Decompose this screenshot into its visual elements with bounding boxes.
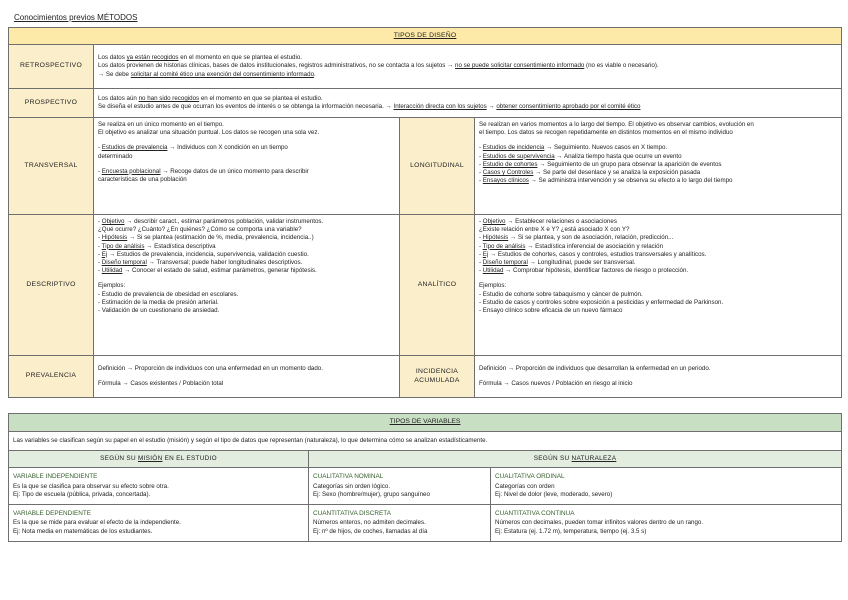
longitudinal-label: LONGITUDINAL <box>400 118 475 215</box>
design-types-table <box>8 27 842 398</box>
dependent-variable-cell: VARIABLE DEPENDIENTE Es la que se mide para evaluar el efecto de la independiente. Ej: Nota media en matemáticas de los estudiantes. <box>9 505 309 542</box>
descriptive-label: DESCRIPTIVO <box>9 215 94 356</box>
page-title: Conocimientos previos MÉTODOS <box>14 13 138 22</box>
prevalence-description: Definición → Proporción de individuos con una enfermedad en un momento dado. Fórmula → Casos existentes / Población total <box>94 356 400 398</box>
transversal-label: TRANSVERSAL <box>9 118 94 215</box>
cumulative-incidence-label: INCIDENCIA ACUMULADA <box>400 356 475 398</box>
nature-header: SEGÚN SU NATURALEZA <box>309 451 842 468</box>
retrospective-description: Los datos ya están recogidos en el momento en que se plantea el estudio. Los datos provienen de historias clínicas, bases de datos institucionales, registros administrativos, no se contacta a los sujetos → no se puede solicitar consentimiento informado (no es viable o necesario). → Se debe solicitar al comité ético una exención del consentimiento informado. <box>94 45 842 89</box>
retrospective-label: RETROSPECTIVO <box>9 45 94 89</box>
cumulative-incidence-description: Definición → Proporción de individuos que desarrollan la enfermedad en un periodo. Fórmula → Casos nuevos / Población en riesgo al inicio <box>475 356 842 398</box>
design-types-header: TIPOS DE DISEÑO <box>9 28 842 45</box>
ordinal-variable-cell: CUALITATIVA ORDINAL Categorías con orden Ej: Nivel de dolor (leve, moderado, severo) <box>491 468 842 505</box>
nominal-variable-cell: CUALITATIVA NOMINAL Categorías sin orden lógico. Ej: Sexo (hombre/mujer), grupo sanguíneo <box>309 468 491 505</box>
variable-types-table <box>8 413 842 542</box>
variable-types-intro: Las variables se clasifican según su papel en el estudio (misión) y según el tipo de datos que representan (naturaleza), lo que determina cómo se analizan estadísticamente. <box>9 432 842 451</box>
prospective-label: PROSPECTIVO <box>9 89 94 118</box>
longitudinal-description: Se realizan en varios momentos a lo largo del tiempo. El objetivo es observar cambios, evolución en el tiempo. Los datos se recogen repetidamente en distintos momentos en el mismo individuo - Estudios de incidencia → Seguimiento. Nuevos casos en X tiempo. - Estudios de supervivencia → Analiza tiempo hasta que ocurre un evento - Estudio de cohortes → Seguimiento de un grupo para observar la aparición de eventos - Casos y Controles → Se parte del desenlace y se analiza la exposición pasada - Ensayos clínicos → Se administra intervención y se observa su efecto a lo largo del tiempo <box>475 118 842 215</box>
analytic-description: - Objetivo → Establecer relaciones o asociaciones ¿Existe relación entre X e Y? ¿está asociado X con Y? - Hipótesis → Si se plantea, y son de asociación, relación, predicción... - Tipo de análisis → Estadística inferencial de asociación y relación - Ej → Estudios de cohortes, casos y controles, estudios transversales y analíticos. - Diseño temporal → Longitudinal, puede ser transversal. - Utilidad → Comprobar hipótesis, identificar factores de riesgo o protección. Ejemplos: - Estudio de cohorte sobre tabaquismo y cáncer de pulmón. - Estudio de casos y controles sobre exposición a pesticidas y enfermedad de Parkinson. - Ensayo clínico sobre eficacia de un nuevo fármaco <box>475 215 842 356</box>
mission-header: SEGÚN SU MISIÓN EN EL ESTUDIO <box>9 451 309 468</box>
analytic-label: ANALÍTICO <box>400 215 475 356</box>
discrete-variable-cell: CUANTITATIVA DISCRETA Números enteros, no admiten decimales. Ej: nº de hijos, de coches, llamadas al día <box>309 505 491 542</box>
variable-types-header: TIPOS DE VARIABLES <box>9 414 842 432</box>
continuous-variable-cell: CUANTITATIVA CONTINUA Números con decimales, pueden tomar infinitos valores dentro de un rango. Ej: Estatura (ej. 1.72 m), temperatura, tiempo (ej. 3.5 s) <box>491 505 842 542</box>
prospective-description: Los datos aún no han sido recogidos en el momento en que se plantea el estudio. Se diseña el estudio antes de que ocurran los eventos de interés o se obtenga la información necesaria. → Interacción directa con los sujetos → obtener consentimiento aprobado por el comité ético <box>94 89 842 118</box>
descriptive-description: - Objetivo → describir caract., estimar parámetros población, validar instrumentos. ¿Qué ocurre? ¿Cuánto? ¿En quiénes? ¿Cómo se comporta una variable? - Hipótesis → Si se plantea (estimación de %, media, prevalencia, incidencia..) - Tipo de análisis → Estadística descriptiva - Ej → Estudios de prevalencia, incidencia, supervivencia, validación cuestio. - Diseño temporal → Transversal; puede haber longitudinales descriptivos. - Utilidad → Conocer el estado de salud, estimar parámetros, generar hipótesis. Ejemplos: - Estudio de prevalencia de obesidad en escolares. - Estimación de la media de presión arterial. - Validación de un cuestionario de ansiedad. <box>94 215 400 356</box>
prevalence-label: PREVALENCIA <box>9 356 94 398</box>
independent-variable-cell: VARIABLE INDEPENDIENTE Es la que se clasifica para observar su efecto sobre otra. Ej: Tipo de escuela (pública, privada, concertada). <box>9 468 309 505</box>
transversal-description: Se realiza en un único momento en el tiempo. El objetivo es analizar una situación puntual. Los datos se recogen una sola vez. - Estudios de prevalencia → Individuos con X condición en un tiempo determinado - Encuesta poblacional → Recoge datos de un único momento para describir características de una población <box>94 118 400 215</box>
